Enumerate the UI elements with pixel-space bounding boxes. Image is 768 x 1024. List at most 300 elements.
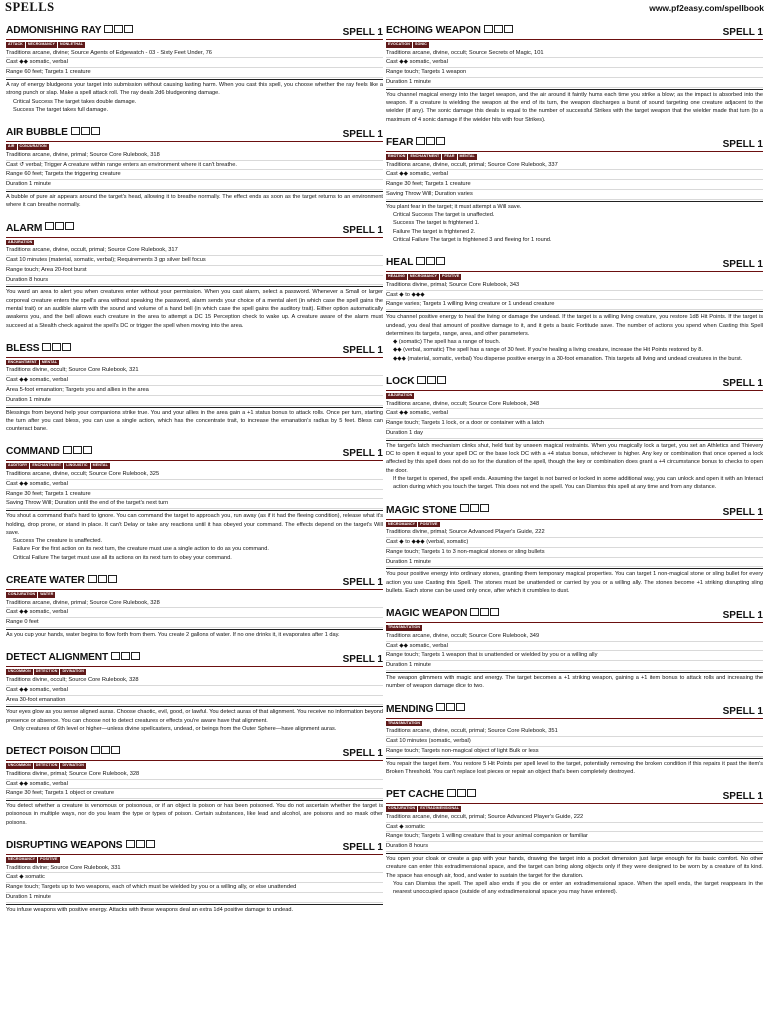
trait-badge: EMOTION — [388, 153, 406, 158]
spell-stat-line: Cast ◆ to ◆◆◆ (verbal, somatic) — [386, 538, 763, 548]
trait-list — [386, 274, 763, 280]
trait-badge: TRANSMUTATION — [388, 720, 421, 725]
spell-level: SPELL 1 — [342, 654, 383, 666]
spell-stat-line: Cast ◆◆ somatic, verbal — [6, 58, 383, 68]
trait-list — [6, 857, 383, 863]
trait-badge: POSITIVE — [442, 274, 460, 279]
trait-list — [6, 360, 383, 366]
spell-entry — [386, 603, 763, 690]
spell-header — [386, 371, 763, 391]
spell-description — [386, 853, 763, 896]
spell-stat-line: Duration 1 minute — [6, 396, 383, 406]
description-paragraph: You ward an area to alert you when creatures enter without your permission. When you cast alarm, select a password. Whenever a Small or larger corporeal creature enters the spell's area without speaking the password, alarm sends your choice of a mental alert (in which case the spell gains the mental trait) or an audible alarm with the sound and volume of a hand bell (in which case the spell gains the auditory trait). Either option automatically awakens you, and the bell allows each creature in the area to attempt a DC 15 Perception check to wake up. A creature aware of the alarm must succeed at a Stealth check against the spell's DC or trigger the spell when moving into the area. — [6, 289, 383, 329]
prepared-checkbox[interactable] — [101, 746, 110, 754]
spell-level: SPELL 1 — [722, 705, 763, 717]
spell-entry — [6, 741, 383, 827]
spell-name-group — [6, 835, 155, 853]
spell-stat-line: Range 30 feet; Targets 1 object or creature — [6, 789, 383, 799]
spell-level: SPELL 1 — [722, 378, 763, 389]
spell-stat-line: Traditions divine, primal; Source Advanced Player's Guide, 222 — [386, 528, 763, 538]
spell-stat-line: Cast ◆◆ somatic, verbal — [6, 780, 383, 790]
trait-badge: WATER — [40, 592, 54, 597]
spell-stat-line: Range touch; Targets 1 willing creature that is your animal companion or familiar — [386, 832, 763, 842]
spell-entry — [386, 371, 763, 492]
trait-badge: UNCOMMON — [8, 669, 31, 674]
spell-name-group — [6, 122, 100, 140]
description-paragraph: You channel positive energy to heal the living or damage the undead. If the target is a willing living creature, you restore 1d8 Hit Points. If the target is undead, you deal that amount of positive damage to it, and it gets a basic Fortitude save. The number of actions you spend when Casting this Spell determines its targets, range, area, and other parameters. — [386, 314, 763, 337]
prepared-checkbox[interactable] — [114, 25, 123, 33]
spell-level: SPELL 1 — [342, 842, 383, 854]
prepared-checkboxes — [417, 376, 446, 384]
spell-name: MAGIC WEAPON — [386, 608, 468, 620]
spell-name-group — [386, 699, 465, 717]
spell-entry — [386, 252, 763, 363]
spell-stat-line: Traditions divine, primal; Source Core Rulebook, 328 — [6, 770, 383, 780]
prepared-checkboxes — [63, 446, 92, 454]
spell-stat-line: Duration 8 hours — [386, 842, 763, 852]
trait-list — [386, 522, 763, 528]
prepared-checkboxes — [484, 25, 513, 33]
prepared-checkbox[interactable] — [121, 652, 130, 660]
prepared-checkboxes — [111, 652, 140, 660]
prepared-checkbox[interactable] — [111, 746, 120, 754]
trait-badge: DETECTION — [35, 669, 58, 674]
spell-stat-line: Traditions arcane, divine, occult, primal; Source Core Rulebook, 351 — [386, 727, 763, 737]
description-paragraph: Only creatures of 6th level or higher—unless divine spellcasters, undead, or beings from the Outer Sphere—have alignment auras. — [13, 725, 337, 732]
description-paragraph: You detect whether a creature is venomous or poisonous, or if an object is poison or has been poisoned. You do not ascertain whether the target is poisonous in multiple ways, nor do you learn the type or types of poison. Certain substances, like lead and alcohol, are poisons and so mask other poisons. — [6, 803, 383, 826]
description-paragraph: Blessings from beyond help your companions strike true. You and your allies in the area gain a +1 status bonus to attack rolls. Once per turn, starting the turn after you cast bless, you can use a single action, which has the concentrate trait, to increase the emanation's radius by 5 feet. Bless can counteract bane. — [6, 409, 383, 433]
spell-stat-line: Cast ◆◆ somatic, verbal — [6, 376, 383, 386]
description-paragraph: Critical Failure The target must use all its actions on its next turn to obey your command. — [13, 554, 232, 561]
trait-badge: DIVINATION — [62, 763, 84, 768]
trait-badge: POSITIVE — [40, 857, 58, 862]
prepared-checkbox[interactable] — [494, 25, 503, 33]
spell-name-group — [386, 132, 445, 150]
prepared-checkbox[interactable] — [447, 789, 456, 797]
prepared-checkbox[interactable] — [416, 257, 425, 265]
spell-description — [6, 629, 383, 639]
spell-header — [386, 699, 763, 719]
spell-entry — [386, 500, 763, 596]
spell-stat-line: Traditions arcane, divine, primal; Source Core Rulebook, 328 — [6, 599, 383, 609]
description-paragraph: Failure The target is frightened 2. — [393, 228, 476, 235]
spell-header — [6, 647, 383, 667]
prepared-checkbox[interactable] — [467, 789, 476, 797]
prepared-checkbox[interactable] — [146, 840, 155, 848]
trait-badge: DETECTION — [35, 763, 58, 768]
spell-stat-line: Range 60 feet; Targets the triggering creature — [6, 170, 383, 180]
prepared-checkbox[interactable] — [470, 608, 479, 616]
spell-stat-line: Range 30 feet; Targets 1 creature — [386, 180, 763, 190]
spell-stat-line: Duration 1 day — [386, 429, 763, 439]
spell-stat-line: Cast ◆ somatic — [6, 873, 383, 883]
description-paragraph: ◆ (somatic) The spell has a range of touch. — [393, 339, 501, 346]
prepared-checkbox[interactable] — [104, 25, 113, 33]
description-paragraph: If the target is opened, the spell ends. Assuming the target is not barred or locked in some additional way, you can unlock and open it with an Interact action during which you touch the target. This does not end the spell. You can Dismiss this spell at any time and from any distance. — [393, 475, 763, 491]
description-paragraph: Critical Success The target is unaffected. — [393, 212, 495, 219]
trait-badge: SONIC — [415, 42, 427, 46]
prepared-checkbox[interactable] — [136, 840, 145, 848]
trait-badge: ENCHANTMENT — [8, 359, 37, 364]
trait-badge: ATTACK — [8, 42, 23, 46]
description-paragraph: As you cup your hands, water begins to flow forth from them. You create 2 gallons of water. If no one drinks it, it evaporates after 1 day. — [6, 632, 340, 639]
prepared-checkboxes — [71, 127, 100, 135]
trait-badge: LINGUISTIC — [66, 463, 88, 468]
spell-stat-line: Area 30-foot emanation — [6, 696, 383, 706]
spell-name: PET CACHE — [386, 789, 444, 801]
trait-badge: ENCHANTMENT — [410, 153, 440, 158]
trait-badge: MENTAL — [41, 359, 58, 364]
spell-stat-line: Cast 10 minutes (material, somatic, verbal); Requirements 3 gp silver bell focus — [6, 256, 383, 266]
trait-badge: CONJURATION — [8, 592, 36, 597]
spell-stat-line: Range 30 feet; Targets 1 creature — [6, 490, 383, 500]
spell-level: SPELL 1 — [722, 506, 763, 518]
prepared-checkboxes — [126, 840, 155, 848]
spell-name-group — [6, 741, 120, 759]
spell-name: BLESS — [6, 342, 40, 354]
spell-level: SPELL 1 — [722, 138, 763, 150]
prepared-checkbox[interactable] — [124, 25, 133, 33]
spell-stat-line: Traditions arcane, divine, occult; Source Secrets of Magic, 101 — [386, 49, 763, 59]
prepared-checkbox[interactable] — [81, 127, 90, 135]
trait-badge: AUDITORY — [8, 463, 28, 468]
prepared-checkbox[interactable] — [91, 746, 100, 754]
description-paragraph: You plant fear in the target; it must attempt a Will save. — [386, 203, 522, 210]
trait-badge: AIR — [8, 144, 15, 149]
prepared-checkbox[interactable] — [63, 446, 72, 454]
prepared-checkbox[interactable] — [437, 376, 446, 384]
spell-name: ECHOING WEAPON — [386, 25, 481, 36]
spell-description — [386, 89, 763, 124]
spell-name-group — [6, 570, 117, 588]
spell-stat-line: Duration 1 minute — [386, 78, 763, 88]
spell-stat-line: Cast ◆◆ somatic, verbal — [6, 480, 383, 490]
trait-badge: NONLETHAL — [60, 42, 84, 46]
spell-stat-line: Duration 1 minute — [6, 893, 383, 903]
prepared-checkbox[interactable] — [131, 652, 140, 660]
prepared-checkbox[interactable] — [62, 343, 71, 351]
spell-description — [386, 311, 763, 363]
spell-stat-line: Saving Throw Will; Duration until the end of the target's next turn — [6, 499, 383, 509]
prepared-checkbox[interactable] — [446, 703, 455, 711]
spell-stat-line: Cast ◆◆ somatic, verbal — [386, 642, 763, 652]
prepared-checkbox[interactable] — [436, 137, 445, 145]
prepared-checkboxes — [460, 504, 489, 512]
spell-description — [6, 79, 383, 114]
spell-stat-line: Range touch; Targets 1 weapon — [386, 68, 763, 78]
prepared-checkbox[interactable] — [490, 608, 499, 616]
description-paragraph: Critical Failure The target is frightened 3 and fleeing for 1 round. — [393, 236, 552, 243]
description-paragraph: You open your cloak or create a gap with your hands, drawing the target into a pocket dimension just large enough for its basic comfort. No other creature can enter this extradimensional space, and the target can bring along objects only if they were designed to be worn by a creature of its kind. The space has enough air, food, and water to sustain the target for the duration. — [386, 855, 763, 879]
spell-entry — [386, 20, 763, 124]
prepared-checkbox[interactable] — [126, 840, 135, 848]
trait-list — [6, 669, 383, 675]
spell-stat-line: Duration 1 minute — [6, 180, 383, 190]
spell-level: SPELL 1 — [342, 344, 383, 356]
spell-name: MAGIC STONE — [386, 504, 457, 516]
spell-level: SPELL 1 — [342, 27, 383, 38]
prepared-checkbox[interactable] — [417, 376, 426, 384]
prepared-checkboxes — [447, 789, 476, 797]
spell-stat-line: Saving Throw Will; Duration varies — [386, 190, 763, 200]
trait-badge: MENTAL — [459, 153, 475, 158]
prepared-checkbox[interactable] — [456, 703, 465, 711]
prepared-checkboxes — [91, 746, 120, 754]
spell-name: ALARM — [6, 222, 43, 234]
trait-list — [386, 393, 763, 399]
trait-list — [6, 42, 383, 48]
prepared-checkbox[interactable] — [436, 703, 445, 711]
spell-stat-line: Range touch; Targets 1 lock, or a door or container with a latch — [386, 419, 763, 429]
spell-name-group — [386, 252, 445, 270]
spell-stat-line: Range touch; Targets non-magical object of light Bulk or less — [386, 747, 763, 757]
prepared-checkbox[interactable] — [436, 257, 445, 265]
description-paragraph: You infuse weapons with positive energy. Attacks with these weapons deal an extra 1d4 positive damage to undead. — [6, 906, 294, 913]
trait-badge: CONJURATION — [19, 144, 47, 149]
spell-stat-line: Range touch; Targets 1 weapon that is unattended or wielded by you or a willing ally — [386, 651, 763, 661]
trait-badge: EXTRADIMENSIONAL — [420, 806, 460, 811]
prepared-checkbox[interactable] — [457, 789, 466, 797]
spell-header — [386, 132, 763, 152]
right-column — [386, 20, 763, 1024]
trait-badge: POSITIVE — [420, 521, 438, 526]
trait-list — [6, 144, 383, 150]
description-paragraph: A bubble of pure air appears around the target's head, allowing it to breathe normally. The effect ends as soon as the target returns to an environment where it can breathe normally. — [6, 193, 383, 209]
spell-stat-line: Traditions arcane, divine, occult, primal; Source Core Rulebook, 337 — [386, 161, 763, 171]
spell-header — [386, 784, 763, 804]
trait-badge: NECROMANCY — [27, 42, 55, 46]
spell-stat-line: Cast 10 minutes (somatic, verbal) — [386, 737, 763, 747]
spell-stat-line: Cast ↺ verbal; Trigger A creature within range enters an environment where it can't breathe. — [6, 161, 383, 171]
spell-description — [6, 191, 383, 210]
spell-description — [6, 800, 383, 827]
trait-badge: FEAR — [444, 153, 455, 158]
trait-list — [6, 240, 383, 246]
spell-stat-line: Range 60 feet; Targets 1 creature — [6, 68, 383, 78]
spell-stat-line: Range varies; Targets 1 willing living creature or 1 undead creature — [386, 300, 763, 310]
spell-name-group — [386, 371, 446, 389]
spell-stat-line: Duration 1 minute — [386, 558, 763, 568]
spell-name-group — [386, 500, 489, 518]
spell-name: AIR BUBBLE — [6, 127, 68, 139]
page-header — [0, 0, 768, 15]
spell-description — [386, 758, 763, 777]
spell-level: SPELL 1 — [342, 448, 383, 460]
prepared-checkboxes — [416, 257, 445, 265]
spell-header — [6, 218, 383, 238]
prepared-checkbox[interactable] — [416, 137, 425, 145]
prepared-checkbox[interactable] — [83, 446, 92, 454]
prepared-checkbox[interactable] — [71, 127, 80, 135]
trait-list — [386, 721, 763, 727]
spell-name-group — [386, 603, 499, 621]
left-column — [6, 20, 383, 1024]
spell-header — [6, 441, 383, 461]
spell-stat-line: Duration 1 minute — [386, 661, 763, 671]
spell-entry — [6, 647, 383, 733]
spell-name-group — [6, 218, 74, 236]
trait-badge: MENTAL — [92, 463, 108, 468]
description-paragraph: You can Dismiss the spell. The spell also ends if you die or enter an extradimensional space. When the spell ends, the target reappears in the nearest unoccupied space (outside of any extradimensional space you may have entered). — [393, 880, 763, 896]
spell-description — [386, 568, 763, 595]
prepared-checkboxes — [436, 703, 465, 711]
spell-stat-line: Traditions divine, primal; Source Core Rulebook, 343 — [386, 281, 763, 291]
prepared-checkbox[interactable] — [45, 222, 54, 230]
spell-level: SPELL 1 — [342, 577, 383, 589]
spell-entry — [6, 570, 383, 639]
description-paragraph: Success The creature is unaffected. — [13, 538, 103, 545]
prepared-checkboxes — [45, 222, 74, 230]
prepared-checkbox[interactable] — [65, 222, 74, 230]
spell-description — [6, 904, 383, 914]
spell-header — [6, 122, 383, 142]
spell-entry — [6, 218, 383, 330]
trait-list — [6, 463, 383, 469]
prepared-checkbox[interactable] — [52, 343, 61, 351]
prepared-checkbox[interactable] — [98, 575, 107, 583]
spell-name: LOCK — [386, 376, 415, 387]
trait-list — [386, 625, 763, 631]
trait-badge: NECROMANCY — [409, 274, 438, 279]
spell-level: SPELL 1 — [722, 791, 763, 803]
spell-level: SPELL 1 — [342, 224, 383, 236]
spell-header — [6, 570, 383, 590]
prepared-checkboxes — [42, 343, 71, 351]
spell-stat-line: Traditions arcane, divine, occult, primal; Source Core Rulebook, 317 — [6, 246, 383, 256]
trait-list — [386, 154, 763, 160]
spell-header — [6, 835, 383, 855]
spell-description — [6, 407, 383, 434]
trait-badge: ABJURATION — [8, 239, 33, 244]
spell-header — [6, 20, 383, 40]
spell-name-group — [386, 20, 513, 38]
prepared-checkbox[interactable] — [91, 127, 100, 135]
spell-name: FEAR — [386, 136, 414, 148]
spell-name: CREATE WATER — [6, 575, 85, 587]
description-paragraph: ◆◆ (verbal, somatic) The spell has a range of 30 feet. If you're healing a living creature, increase the Hit Points restored by 8. — [393, 347, 703, 354]
trait-badge: ENCHANTMENT — [32, 463, 62, 468]
spell-level: SPELL 1 — [722, 27, 763, 38]
spell-level: SPELL 1 — [342, 748, 383, 760]
prepared-checkboxes — [88, 575, 117, 583]
spell-stat-line: Traditions arcane, divine, occult; Source Core Rulebook, 325 — [6, 470, 383, 480]
page-title: SPELLS — [5, 0, 55, 14]
prepared-checkbox[interactable] — [426, 137, 435, 145]
trait-badge: NECROMANCY — [8, 857, 36, 862]
prepared-checkbox[interactable] — [470, 504, 479, 512]
spell-description — [386, 672, 763, 691]
trait-badge: CONJURATION — [388, 806, 416, 811]
prepared-checkboxes — [104, 25, 133, 33]
spell-name-group — [6, 647, 140, 665]
prepared-checkbox[interactable] — [504, 25, 513, 33]
description-paragraph: You repair the target item. You restore 5 Hit Points per spell level to the target, potentially removing the broken condition if this repairs it past the item's Broken Threshold. You can't replace lost pieces or repair an object that's been completely destroyed. — [386, 760, 763, 775]
spell-name-group — [6, 441, 92, 459]
spell-header — [386, 500, 763, 520]
spell-description — [6, 286, 383, 329]
spell-name-group — [6, 20, 133, 38]
spell-name: DETECT POISON — [6, 746, 88, 758]
spell-stat-line: Traditions arcane, divine; Source Agents of Edgewatch - 03 - Sixty Feet Under, 76 — [6, 49, 383, 59]
description-paragraph: The weapon glimmers with magic and energy. The target becomes a +1 striking weapon, gaining a +1 item bonus to attack rolls and increasing the number of weapon damage dice to two. — [386, 675, 763, 690]
spell-header — [386, 20, 763, 40]
spell-name-group — [386, 784, 476, 802]
description-paragraph: Critical Success The target takes double damage. — [13, 98, 137, 105]
spell-entry — [6, 122, 383, 209]
description-paragraph: Your eyes glow as you sense aligned auras. Choose chaotic, evil, good, or lawful. You detect auras of that alignment. You receive no information beyond presence or absence. You can choose not to detect creatures or effects you're aware have that alignment. — [6, 709, 383, 724]
spell-level: SPELL 1 — [722, 259, 763, 271]
spell-stat-line: Range touch; Area 20-foot burst — [6, 266, 383, 276]
spell-stat-line: Range 0 feet — [6, 618, 383, 628]
spell-level: SPELL 1 — [722, 610, 763, 622]
spell-name: HEAL — [386, 257, 414, 269]
spell-stat-line: Traditions divine; Source Core Rulebook, 331 — [6, 864, 383, 874]
trait-list — [6, 592, 383, 598]
spell-stat-line: Traditions arcane, divine, primal; Source Core Rulebook, 318 — [6, 151, 383, 161]
spell-stat-line: Cast ◆◆ somatic, verbal — [386, 409, 763, 419]
spell-name: ADMONISHING RAY — [6, 25, 102, 36]
site-url[interactable]: www.pf2easy.com/spellbook — [649, 2, 764, 13]
spell-stat-line: Cast ◆◆ somatic, verbal — [386, 170, 763, 180]
trait-badge: HEALING — [388, 274, 405, 279]
trait-badge: EVOCATION — [388, 42, 410, 46]
spell-description — [6, 706, 383, 733]
spell-name-group — [6, 338, 71, 356]
spell-header — [6, 338, 383, 358]
description-paragraph: Success The target is frightened 1. — [393, 220, 480, 227]
spell-entry — [386, 132, 763, 244]
prepared-checkbox[interactable] — [484, 25, 493, 33]
spell-stat-line: Traditions divine, occult; Source Core Rulebook, 328 — [6, 676, 383, 686]
prepared-checkboxes — [416, 137, 445, 145]
spell-description — [386, 440, 763, 492]
prepared-checkbox[interactable] — [108, 575, 117, 583]
spell-entry — [386, 784, 763, 896]
spell-name: MENDING — [386, 703, 434, 715]
spell-header — [386, 252, 763, 272]
prepared-checkbox[interactable] — [480, 608, 489, 616]
spell-entry — [6, 20, 383, 114]
prepared-checkbox[interactable] — [426, 257, 435, 265]
spell-stat-line: Traditions arcane, divine, occult; Source Core Rulebook, 349 — [386, 632, 763, 642]
prepared-checkbox[interactable] — [111, 652, 120, 660]
trait-badge: ABJURATION — [388, 393, 413, 397]
spell-stat-line: Range touch; Targets up to two weapons, each of which must be wielded by you or a willing ally, or else unattended — [6, 883, 383, 893]
description-paragraph: You pour positive energy into ordinary stones, granting them temporary magical properties. You can target 1 non-magical stone or sling bullet for every action you use Casting this Spell. The stones must be unattended or carried by you or a willing ally. The stones become +1 striking disrupting sling bullets. Each stone can be used only once, after which it crumbles to dust. — [386, 571, 763, 594]
prepared-checkbox[interactable] — [460, 504, 469, 512]
prepared-checkbox[interactable] — [55, 222, 64, 230]
spell-stat-line: Duration 8 hours — [6, 276, 383, 286]
spell-description — [386, 201, 763, 244]
trait-badge: NECROMANCY — [388, 521, 416, 526]
spell-entry — [6, 441, 383, 562]
spell-name: DETECT ALIGNMENT — [6, 652, 109, 664]
prepared-checkbox[interactable] — [88, 575, 97, 583]
prepared-checkbox[interactable] — [427, 376, 436, 384]
spell-name: COMMAND — [6, 446, 60, 458]
prepared-checkbox[interactable] — [480, 504, 489, 512]
description-paragraph: The target's latch mechanism clinks shut, held fast by unseen magical restraints. When you magically lock a target, you set an Athletics and Thievery DC to open it equal to your spell DC or the base lock DC with a +4 status bonus, whichever is higher. Any key or combination that once opened a lock affected by this spell does not do so for the duration of the spell, though the key or combination does grant a +4 circumstance bonus to checks to open the door. — [386, 442, 763, 474]
spell-stat-line: Cast ◆◆ somatic, verbal — [6, 686, 383, 696]
prepared-checkbox[interactable] — [42, 343, 51, 351]
spell-header — [386, 603, 763, 623]
description-paragraph: You channel magical energy into the target weapon, and the air around it faintly hums each time you strike a blow; as the impact is absorbed into the weapon. If a creature is wielding the weapon at the end of its turn, the weapon discharges a burst of sound targeting one creature adjacent to the wielder (if any). The sonic damage this deals is equal to the number of successful Strikes with the target weapon that the wielder made that turn (to a maximum of 4 sonic damage if the wielder hits with four Strikes). — [386, 91, 763, 123]
description-paragraph: ◆◆◆ (material, somatic, verbal) You disperse positive energy in a 30-foot emanation. This targets all living and undead creatures in the burst. — [393, 355, 743, 362]
trait-badge: TRANSMUTATION — [388, 625, 421, 630]
spell-stat-line: Cast ◆ somatic — [386, 823, 763, 833]
prepared-checkbox[interactable] — [73, 446, 82, 454]
spell-stat-line: Range touch; Targets 1 to 3 non-magical stones or sling bullets — [386, 548, 763, 558]
